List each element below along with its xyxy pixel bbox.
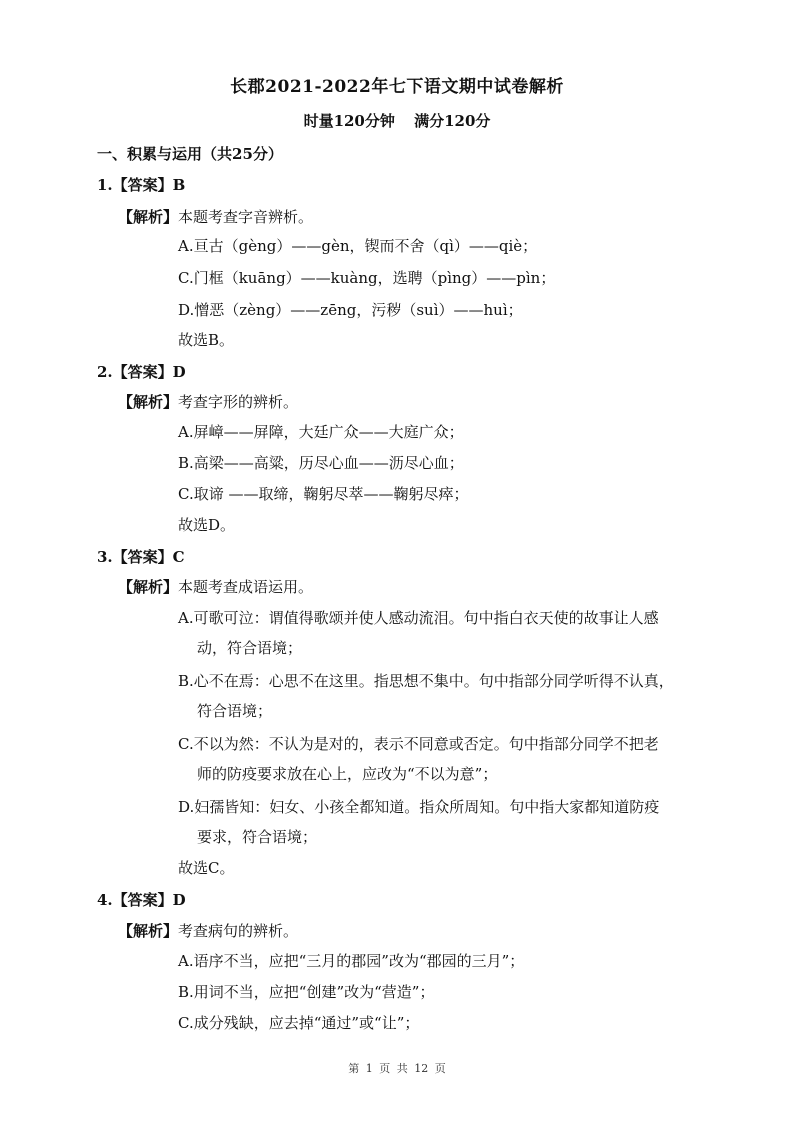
q2-answer-heading: 2.【答案】D xyxy=(97,363,186,381)
q3-option-c xyxy=(178,729,698,789)
q3-analysis-tag: 【解析】 xyxy=(118,578,179,596)
q2-analysis-intro: 考查字形的辨析。 xyxy=(178,393,299,411)
q2-analysis-tag: 【解析】 xyxy=(118,393,179,411)
q4-analysis xyxy=(118,920,298,941)
q2-option-c: C.取谛 ——取缔，鞠躬尽萃——鞠躬尽瘁； xyxy=(178,485,469,503)
page-footer: 第 1 页 共 12 页 xyxy=(348,1062,446,1075)
q3-option-c-line2: 师的防疫要求放在心上，应改为“不以为意”； xyxy=(197,765,498,783)
q3-option-d-line1: D.妇孺皆知：妇女、小孩全都知道。指众所周知。句中指大家都知道防疫 xyxy=(178,798,660,816)
q1-analysis xyxy=(118,206,313,227)
q2-conclusion: 故选D。 xyxy=(178,516,236,534)
q4-option-c: C.成分残缺，应去掉“通过”或“让”； xyxy=(178,1014,420,1032)
q3-option-b xyxy=(178,666,698,726)
q3-option-a-line1: A.可歌可泣：谓值得歌颂并使人感动流泪。句中指白衣天使的故事让人感 xyxy=(178,609,659,627)
page-title: 长郡2021-2022年七下语文期中试卷解析 xyxy=(230,77,564,97)
q1-option-c: C.门框（kuāng）——kuàng，选聘（pìng）——pìn； xyxy=(178,269,556,287)
q3-option-a xyxy=(178,603,698,663)
q3-option-c-line1: C.不以为然：不认为是对的，表示不同意或否定。句中指部分同学不把老 xyxy=(178,735,659,753)
q3-answer-heading: 3.【答案】C xyxy=(97,548,185,566)
q1-answer-heading: 1.【答案】B xyxy=(97,176,186,194)
page-subtitle: 时量120分钟 满分120分 xyxy=(303,112,491,130)
q2-option-a: A.屏嶂——屏障，大廷广众——大庭广众； xyxy=(178,423,464,441)
q3-analysis-intro: 本题考查成语运用。 xyxy=(178,578,314,596)
q1-option-d: D.憎恶（zèng）——zēng，污秽（suì）——huì； xyxy=(178,301,523,319)
q1-analysis-tag: 【解析】 xyxy=(118,208,179,226)
q3-option-b-line2: 符合语境； xyxy=(197,702,273,720)
q3-option-a-line2: 动，符合语境； xyxy=(197,639,303,657)
q2-analysis xyxy=(118,391,298,412)
q3-option-d-line2: 要求，符合语境； xyxy=(197,828,318,846)
q1-conclusion: 故选B。 xyxy=(178,331,235,349)
q3-analysis xyxy=(118,576,313,597)
q4-option-b: B.用词不当，应把“创建”改为“营造”； xyxy=(178,983,435,1001)
q3-conclusion: 故选C。 xyxy=(178,859,235,877)
q4-option-a: A.语序不当，应把“三月的郡园”改为“郡园的三月”； xyxy=(178,952,525,970)
q4-analysis-tag: 【解析】 xyxy=(118,922,179,940)
q3-option-d xyxy=(178,792,698,852)
q1-analysis-intro: 本题考查字音辨析。 xyxy=(178,208,314,226)
q1-option-a: A.亘古（gèng）——gèn，锲而不舍（qì）——qiè； xyxy=(178,237,538,255)
q3-option-b-line1: B.心不在焉：心思不在这里。指思想不集中。句中指部分同学听得不认真， xyxy=(178,672,674,690)
q2-option-b: B.高梁——高粱，历尽心血——沥尽心血； xyxy=(178,454,464,472)
q4-answer-heading: 4.【答案】D xyxy=(97,891,186,909)
q4-analysis-intro: 考查病句的辨析。 xyxy=(178,922,299,940)
section-heading: 一、积累与运用（共25分） xyxy=(97,145,283,163)
